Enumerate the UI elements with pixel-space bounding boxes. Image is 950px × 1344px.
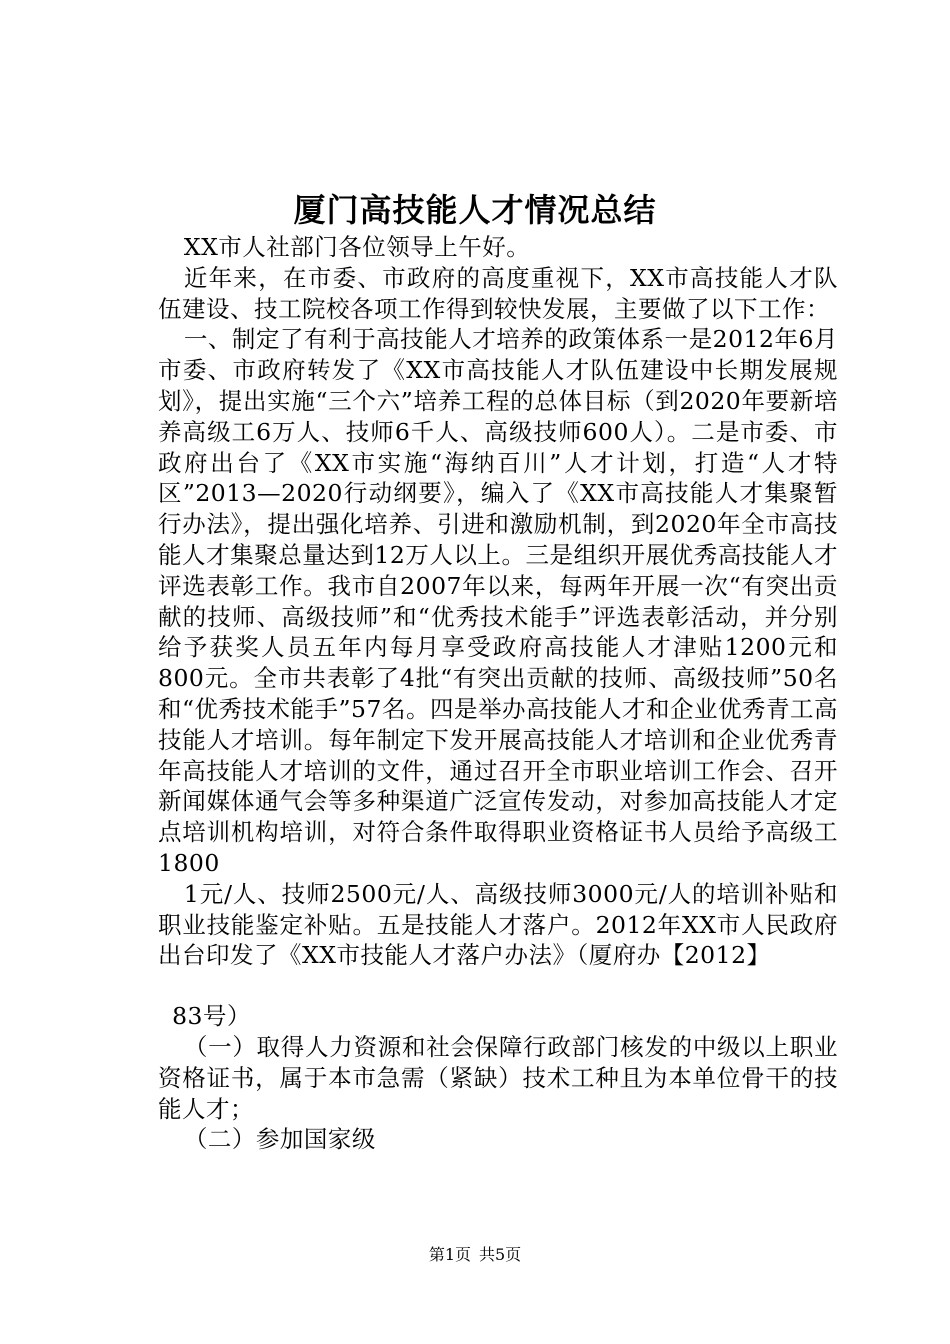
page-footer xyxy=(0,1244,950,1266)
paragraph-item-one: （一）取得人力资源和社会保障行政部门核发的中级以上职业资格证书，属于本市急需（紧缺）技术工种且为本单位骨干的技能人才； xyxy=(158,1032,838,1123)
page-total: 共5页 xyxy=(479,1245,522,1264)
page-number: 第1页 xyxy=(428,1245,471,1264)
paragraph-greeting: XX市人社部门各位领导上午好。 xyxy=(183,233,531,261)
paragraph-policy-system: 一、制定了有利于高技能人才培养的政策体系一是2012年6月市委、市政府转发了《XX市高技能人才队伍建设中长期发展规划》，提出实施“三个六”培养工程的总体目标（到2020年要新培养高级工6万人、技师6千人、高级技师600人）。二是市委、市政府出台了《XX市实施“海纳百川”人才计划，打造“人才特区”2013—2020行动纲要》，编入了《XX市高技能人才集聚暂行办法》，提出强化培养、引进和激励机制，到2020年全市高技能人才集聚总量达到12万人以上。三是组织开展优秀高技能人才评选表彰工作。我市自2007年以来，每两年开展一次“有突出贡献的技师、高级技师”和“优秀技术能手”评选表彰活动，并分别给予获奖人员五年内每月享受政府高技能人才津贴1200元和800元。全市共表彰了4批“有突出贡献的技师、高级技师”50名和“优秀技术能手”57名。四是举办高技能人才和企业优秀青工高技能人才培训。每年制定下发开展高技能人才培训和企业优秀青年高技能人才培训的文件，通过召开全市职业培训工作会、召开新闻媒体通气会等多种渠道广泛宣传发动，对参加高技能人才定点培训机构培训，对符合条件取得职业资格证书人员给予高级工1800 xyxy=(158,325,838,877)
document-title: 厦门高技能人才情况总结 xyxy=(293,191,657,229)
paragraph-document-number: 83号） xyxy=(172,1002,251,1031)
paragraph-intro: 近年来，在市委、市政府的高度重视下，XX市高技能人才队伍建设、技工院校各项工作得到较快发展，主要做了以下工作： xyxy=(158,263,838,323)
document-body xyxy=(158,232,838,1155)
paragraph-subsidy: 1元/人、技师2500元/人、高级技师3000元/人的培训补贴和职业技能鉴定补贴。五是技能人才落户。2012年XX市人民政府出台印发了《XX市技能人才落户办法》（厦府办【2012】 xyxy=(158,879,838,970)
paragraph-item-two: （二）参加国家级 xyxy=(183,1125,376,1154)
